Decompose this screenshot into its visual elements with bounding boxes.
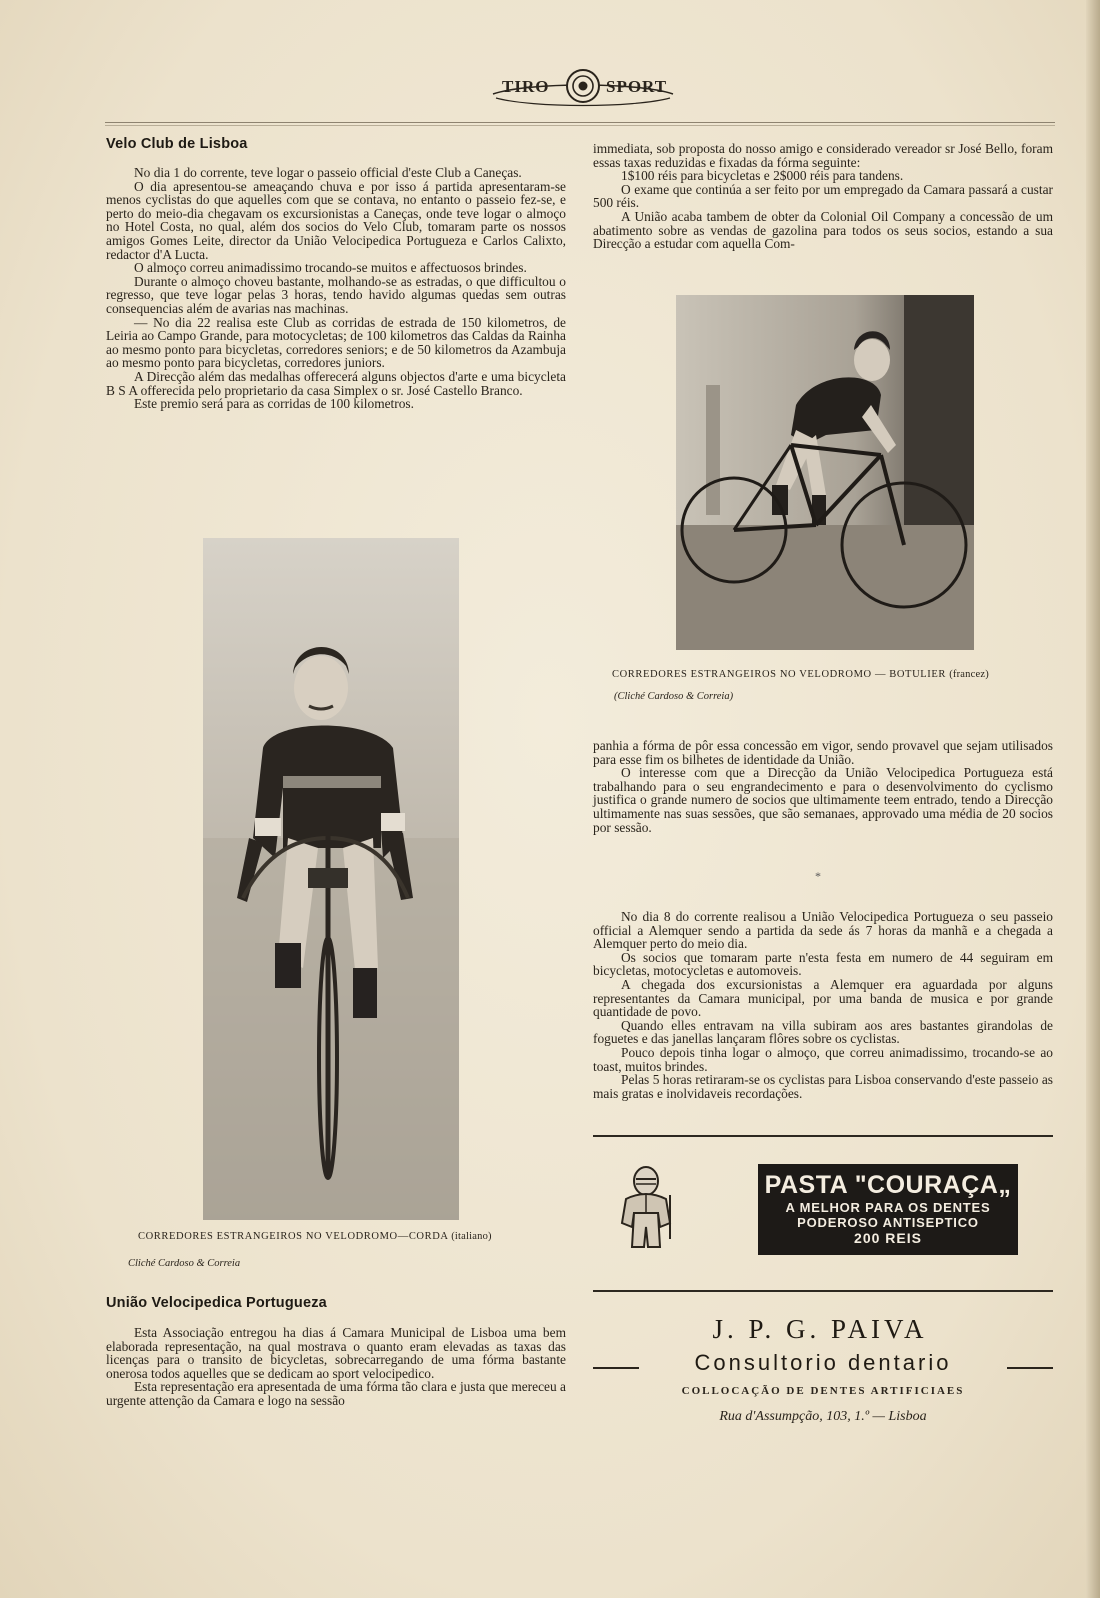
paragraph: O interesse com que a Direcção da União Velocipedica Portugueza está trabalhando para o seu engrandecimento e para o desenvolvimento do cyclismo justifica o grande numero de socios que ultimamente teem entrado, tendo a Direcção ultimamente nas suas sessões, que são semanaes, approvado uma média de 20 socios por sessão. [593,765,1053,835]
ad-title: PASTA "COURAÇA„ [764,1171,1012,1199]
svg-text:TIRO: TIRO [502,77,550,96]
rule-right [1007,1367,1053,1369]
paragraph: Pouco depois tinha logar o almoço, que correu animadissimo, trocando-se ao toast, muitos brindes. [593,1044,1053,1074]
paragraph: Esta representação era apresentada de uma fórma tão clara e justa que mereceu a urgente attenção da Camara e logo na sessão [106,1379,566,1408]
ad-line: A MELHOR PARA OS DENTES [785,1200,991,1215]
article-uniao-continued [593,142,1053,251]
paiva-subtitle: Consultorio dentario [694,1350,952,1375]
heading-velo-club: Velo Club de Lisboa [106,136,248,152]
caption-nationality: (francez) [949,669,989,680]
paragraph: Os socios que tomaram parte n'esta festa em numero de 44 seguiram em bicycletas, motocycletas e automoveis. [593,949,1053,979]
paragraph: No dia 8 do corrente realisou a União Velocipedica Portugueza o seu passeio official a Alemquer sendo a partida da sede ás 7 horas da manhã e a chegada a Alemquer perto do meio dia. [593,909,1053,952]
divider [593,1290,1053,1292]
credit-corda: Cliché Cardoso & Correia [128,1258,241,1269]
paragraph: O exame que continúa a ser feito por um empregado da Camara passará a custar 500 réis. [593,181,1053,211]
masthead-logo [488,64,678,112]
paragraph: Este premio será para as corridas de 100 kilometros. [134,396,414,412]
paragraph: Pelas 5 horas retiraram-se os cyclistas para Lisboa conservando d'este passeio as mais gratas e inolvidaveis recordações. [593,1072,1053,1101]
ad-price: 200 REIS [854,1230,922,1246]
paragraph: — No dia 22 realisa este Club as corridas de estrada de 150 kilometros, de Leiria ao Campo Grande, para motocycletas; de 100 kilometros das Caldas da Rainha ao mesmo ponto para bicycletas, corredores seniors; e de 50 kilometros da Azambuja ao mesmo ponto para bicycletas, corredores juniors. [106,314,566,371]
masthead-rule-thin [105,125,1055,126]
paragraph: O almoço correu animadissimo trocando-se muitos e affectuosos brindes. [134,260,527,276]
paragraph: A União acaba tambem de obter da Colonial Oil Company a concessão de um abatimento sobre as vendas de gazolina para todos os seus socios, estando a sua Direcção a estudar com aquella Com- [593,208,1053,252]
article-alemquer [593,910,1053,1100]
caption-nationality: (italiano) [451,1231,492,1242]
paiva-name: J. P. G. PAIVA [712,1314,928,1344]
article-velo-club [106,166,566,411]
svg-text:SPORT: SPORT [606,77,668,96]
caption-corda [138,1231,492,1242]
paragraph: Quando elles entravam na villa subiram aos ares bastantes girandolas de foguetes e das janellas lançaram flôres sobre os cyclistas. [593,1017,1053,1047]
paragraph: Esta Associação entregou ha dias á Camara Municipal de Lisboa uma bem elaborada representação, na qual mostrava o quanto eram elevadas as taxas das licenças para o transito de bicycletas, sobrecarregando de uma fórma bastante onerosa todos aquelles que se dedicam ao sport velocipedico. [106,1325,566,1381]
armor-knight-icon [614,1165,678,1251]
paragraph: panhia a fórma de pôr essa concessão em vigor, sendo provavel que sejam utilisados para esse fim os bilhetes de identidade da União. [593,738,1053,767]
paragraph: O dia apresentou-se ameaçando chuva e por isso á partida apresentaram-se menos cyclistas do que aquelles com que se contava, no entanto o passeio fez-se, e perto do meio-dia chegavam os excursionistas a Caneças, onde teve logar o almoço no Hotel Costa, no qual, além dos socios do Velo Club, tomaram parte os nossos amigos Gomes Leite, director da União Velocipedica Portugueza e Carlos Calixto, redactor d'A Lucta. [106,178,566,262]
paiva-subtitle-row [593,1350,1053,1382]
paragraph: No dia 1 do corrente, teve logar o passeio official d'este Club a Caneças. [134,165,522,180]
ad-line: PODEROSO ANTISEPTICO [797,1215,979,1230]
photo-corda [203,538,459,1220]
credit-botulier: (Cliché Cardoso & Correia) [614,691,734,702]
divider [593,1135,1053,1137]
photo-botulier [676,295,974,650]
article-uniao-part2 [593,739,1053,834]
article-uniao [106,1326,566,1408]
caption-text: CORREDORES ESTRANGEIROS NO VELODROMO—CORDA [138,1231,448,1242]
paragraph: 1$100 réis para bicycletas e 2$000 réis para tandens. [621,168,904,184]
paragraph: A chegada dos excursionistas a Alemquer era aguardada por alguns representantes da Camara municipal, por uma banda de musica e por grande quantidade de povo. [593,976,1053,1020]
paragraph: immediata, sob proposta do nosso amigo e considerado vereador sr José Bello, foram essas taxas reduzidas e fixadas da fórma seguinte: [593,141,1053,170]
heading-uniao: União Velocipedica Portugueza [106,1295,327,1311]
separator-asterisk: * [815,869,821,883]
paragraph: Durante o almoço choveu bastante, molhando-se as estradas, o que difficultou o regresso, que teve logar pelas 3 horas, tendo havido algumas quedas sem outras consequencias além de avarias nas machinas. [106,273,566,316]
caption-text: CORREDORES ESTRANGEIROS NO VELODROMO — BOTULIER [612,669,946,680]
masthead-rule [105,122,1055,123]
page-edge-shadow [1086,0,1100,1598]
target-masthead-icon [488,64,678,112]
paiva-address: Rua d'Assumpção, 103, 1.º — Lisboa [719,1409,927,1424]
rule-left [593,1367,639,1369]
caption-botulier [612,669,989,680]
ad-pasta-couraca [758,1164,1018,1255]
paiva-service: COLLOCAÇÃO DE DENTES ARTIFICIAES [681,1385,965,1397]
paragraph: A Direcção além das medalhas offerecerá alguns objectos d'arte e uma bicycleta B S A offerecida pelo proprietario da casa Simplex o sr. José Castello Branco. [106,368,566,398]
